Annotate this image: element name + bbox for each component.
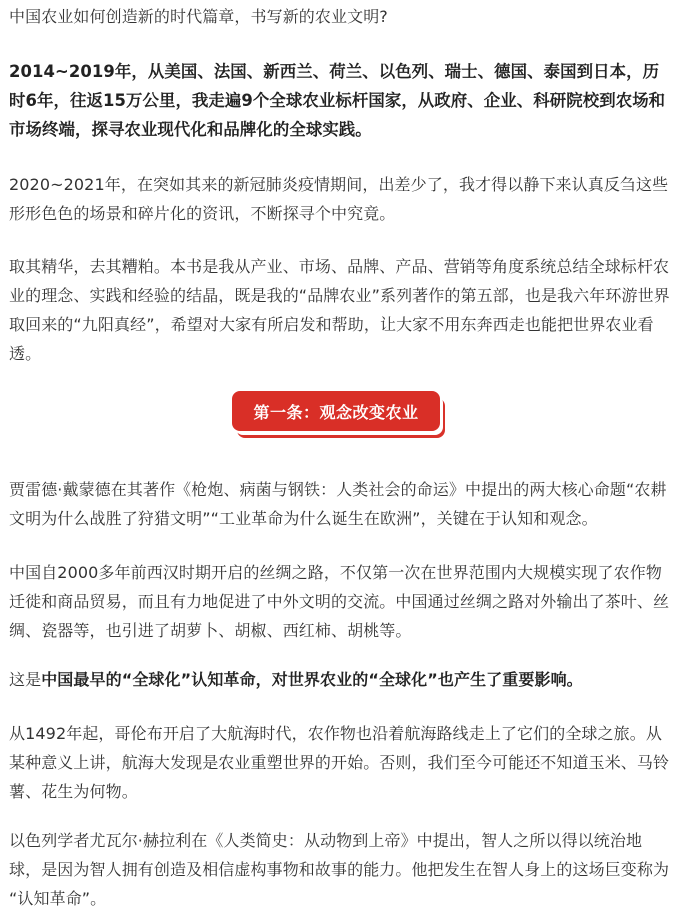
paragraph-columbus: 从1492年起，哥伦布开启了大航海时代，农作物也沿着航海路线走上了它们的全球之旅。从某种意义上讲，航海大发现是农业重塑世界的开始。否则，我们至今可能还不知道玉米、马铃薯、花生为何物。 xyxy=(9,724,670,801)
paragraph-2020: 2020~2021年，在突如其来的新冠肺炎疫情期间，出差少了，我才得以静下来认真反刍这些形形色色的场景和碎片化的资讯，不断探寻个中究竟。 xyxy=(9,175,669,223)
paragraph-globalization-lead: 这是 xyxy=(9,670,42,689)
paragraph-jared-diamond: 贾雷德·戴蒙德在其著作《枪炮、病菌与钢铁：人类社会的命运》中提出的两大核心命题“农耕文明为什么战胜了狩猎文明”“工业革命为什么诞生在欧洲”，关键在于认知和观念。 xyxy=(9,480,667,528)
paragraph-globalization xyxy=(9,665,670,694)
paragraph-globalization-bold: 中国最早的“全球化”认知革命，对世界农业的“全球化”也产生了重要影响。 xyxy=(41,670,583,689)
section-heading xyxy=(0,391,680,433)
opening-question: 中国农业如何创造新的时代篇章，书写新的农业文明? xyxy=(9,7,388,26)
paragraph-silk-road: 中国自2000多年前西汉时期开启的丝绸之路，不仅第一次在世界范围内大规模实现了农作物迁徙和商品贸易，而且有力地促进了中外文明的交流。中国通过丝绸之路对外输出了茶叶、丝绸、瓷器等，也引进了胡萝卜、胡椒、西红柿、胡桃等。 xyxy=(9,563,670,640)
section-heading-box xyxy=(232,391,440,431)
paragraph-harari: 以色列学者尤瓦尔·赫拉利在《人类简史：从动物到上帝》中提出，智人之所以得以统治地球，是因为智人拥有创造及相信虚构事物和故事的能力。他把发生在智人身上的这场巨变称为 “认知革命”。 xyxy=(9,831,670,908)
section-heading-text: 第一条：观念改变农业 xyxy=(253,402,419,422)
intro-bold-paragraph: 2014~2019年，从美国、法国、新西兰、荷兰、以色列、瑞士、德国、泰国到日本，历时6年，往返15万公里，我走遍9个全球农业标杆国家，从政府、企业、科研院校到农场和市场终端，探寻农业现代化和品牌化的全球实践。 xyxy=(9,62,666,139)
paragraph-book-summary: 取其精华，去其糟粕。本书是我从产业、市场、品牌、产品、营销等角度系统总结全球标杆农业的理念、实践和经验的结晶，既是我的“品牌农业”系列著作的第五部，也是我六年环游世界取回来的“九阳真经”，希望对大家有所启发和帮助，让大家不用东奔西走也能把世界农业看透。 xyxy=(9,257,670,363)
